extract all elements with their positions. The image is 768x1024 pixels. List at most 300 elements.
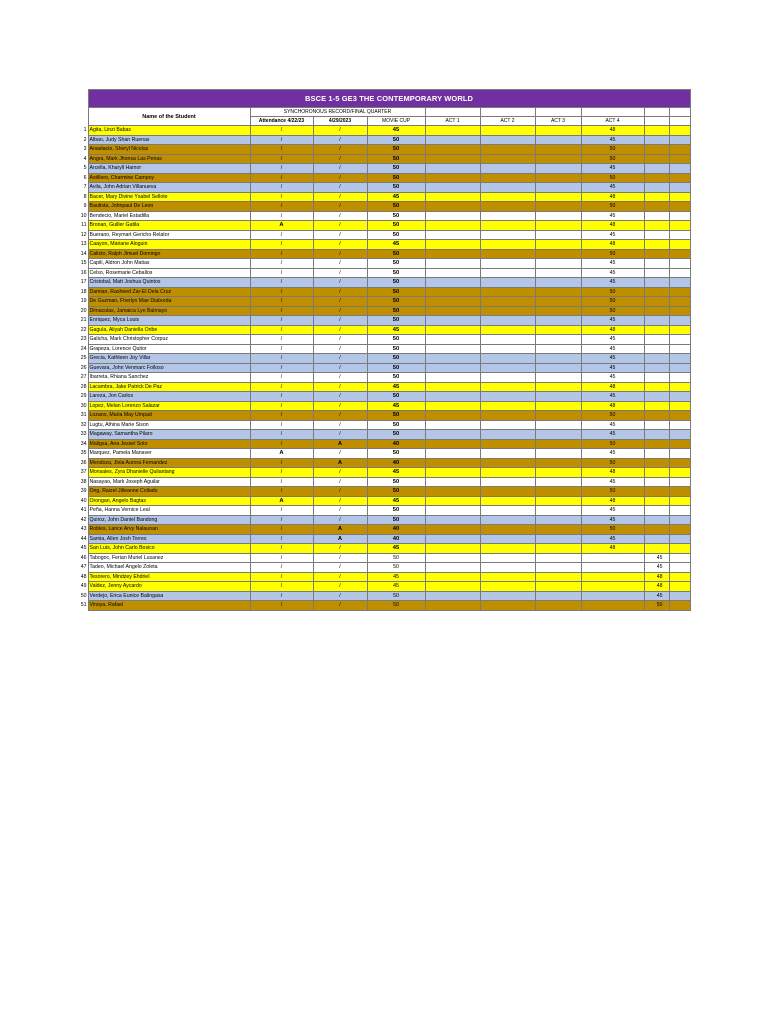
student-row <box>78 382 690 392</box>
corner-cell <box>78 108 88 117</box>
act-1-cell <box>425 430 480 440</box>
header-blank <box>581 108 644 117</box>
act-2-cell <box>480 278 535 288</box>
act-2-cell <box>480 297 535 307</box>
row-number: 35 <box>78 449 88 459</box>
act-1-cell <box>425 420 480 430</box>
student-name-cell: Albao, Judy Shan Ruenas <box>88 135 250 145</box>
movie-cup-cell: 45 <box>367 382 425 392</box>
date-2-cell: / <box>313 126 367 136</box>
act-4-cell: 48 <box>581 468 644 478</box>
movie-cup-cell: 50 <box>367 430 425 440</box>
extra-cell <box>669 164 690 174</box>
attendance-cell: / <box>250 316 313 326</box>
student-name-cell: Buerano, Reymart Gericho Relator <box>88 230 250 240</box>
student-row <box>78 553 690 563</box>
act-3-cell <box>535 183 581 193</box>
act-2-cell <box>480 392 535 402</box>
date-2-cell: / <box>313 202 367 212</box>
extra-cell <box>644 278 669 288</box>
row-number: 46 <box>78 553 88 563</box>
extra-cell <box>644 230 669 240</box>
date-2-cell: / <box>313 316 367 326</box>
row-number: 1 <box>78 126 88 136</box>
movie-cup-cell: 50 <box>367 449 425 459</box>
student-name-cell: Lugtu, Athina Marie Sison <box>88 420 250 430</box>
act-3-cell <box>535 211 581 221</box>
student-row <box>78 297 690 307</box>
row-number: 28 <box>78 382 88 392</box>
act-4-cell: 50 <box>581 458 644 468</box>
attendance-cell: / <box>250 477 313 487</box>
student-name-cell: Monsales, Zyra Dhanielle Quilantang <box>88 468 250 478</box>
act-3-cell <box>535 601 581 611</box>
act-2-cell <box>480 401 535 411</box>
student-row <box>78 126 690 136</box>
extra-cell <box>669 506 690 516</box>
act-2-cell <box>480 487 535 497</box>
attendance-cell: / <box>250 392 313 402</box>
row-number: 5 <box>78 164 88 174</box>
act-3-cell <box>535 449 581 459</box>
attendance-cell: / <box>250 572 313 582</box>
act-2-cell <box>480 420 535 430</box>
extra-cell <box>669 211 690 221</box>
act-3-cell <box>535 506 581 516</box>
student-row <box>78 249 690 259</box>
act-1-cell <box>425 553 480 563</box>
attendance-cell: / <box>250 601 313 611</box>
act-3-cell <box>535 173 581 183</box>
student-row <box>78 240 690 250</box>
date-2-cell: / <box>313 411 367 421</box>
extra-cell <box>644 259 669 269</box>
act-4-cell: 50 <box>581 173 644 183</box>
col-header-attendance: Attendance 4/22/23 <box>250 117 313 126</box>
date-2-cell: / <box>313 515 367 525</box>
act-3-cell <box>535 135 581 145</box>
act-2-cell <box>480 506 535 516</box>
row-number: 37 <box>78 468 88 478</box>
attendance-cell: / <box>250 458 313 468</box>
act-2-cell <box>480 135 535 145</box>
attendance-cell: / <box>250 202 313 212</box>
act-1-cell <box>425 202 480 212</box>
extra-cell <box>644 145 669 155</box>
student-row <box>78 164 690 174</box>
act-2-cell <box>480 230 535 240</box>
movie-cup-cell: 50 <box>367 306 425 316</box>
student-name-cell: Tadeo, Michael Angelo Zoleta <box>88 563 250 573</box>
extra-cell <box>669 458 690 468</box>
extra-cell <box>644 496 669 506</box>
act-1-cell <box>425 363 480 373</box>
attendance-cell: / <box>250 591 313 601</box>
attendance-cell: / <box>250 164 313 174</box>
extra-cell <box>669 449 690 459</box>
extra-cell <box>644 221 669 231</box>
student-name-cell: Capili, Aldron John Matias <box>88 259 250 269</box>
date-2-cell: A <box>313 439 367 449</box>
student-name-cell: Quiroz, John Daniel Bandong <box>88 515 250 525</box>
date-2-cell: / <box>313 278 367 288</box>
student-row <box>78 202 690 212</box>
attendance-cell: / <box>250 553 313 563</box>
movie-cup-cell: 50 <box>367 230 425 240</box>
student-row <box>78 230 690 240</box>
student-name-cell: Arcella, Kharyll Hamor <box>88 164 250 174</box>
extra-cell <box>669 487 690 497</box>
extra-cell <box>644 458 669 468</box>
extra-cell <box>669 240 690 250</box>
act-2-cell <box>480 439 535 449</box>
header-blank <box>644 108 669 117</box>
act-4-cell: 45 <box>581 230 644 240</box>
act-3-cell <box>535 221 581 231</box>
act-3-cell <box>535 325 581 335</box>
act-1-cell <box>425 240 480 250</box>
date-2-cell: / <box>313 392 367 402</box>
student-name-cell: Dimaculas, Jamaica Lyn Balmayo <box>88 306 250 316</box>
student-name-cell: Tesorero, Mindzey Ehdriel <box>88 572 250 582</box>
act-3-cell <box>535 468 581 478</box>
act-1-cell <box>425 354 480 364</box>
movie-cup-cell: 50 <box>367 344 425 354</box>
date-2-cell: / <box>313 563 367 573</box>
movie-cup-cell: 45 <box>367 401 425 411</box>
act-2-cell <box>480 468 535 478</box>
date-2-cell: / <box>313 601 367 611</box>
movie-cup-cell: 45 <box>367 496 425 506</box>
act-2-cell <box>480 515 535 525</box>
movie-cup-cell: 50 <box>367 202 425 212</box>
extra-cell <box>644 420 669 430</box>
act-2-cell <box>480 525 535 535</box>
date-2-cell: / <box>313 192 367 202</box>
movie-cup-cell: 40 <box>367 534 425 544</box>
row-number: 12 <box>78 230 88 240</box>
extra-cell <box>669 316 690 326</box>
student-name-cell: Caayon, Mariane Aloguin <box>88 240 250 250</box>
extra-cell <box>669 268 690 278</box>
attendance-cell: / <box>250 411 313 421</box>
act-4-cell: 45 <box>581 373 644 383</box>
row-number: 18 <box>78 287 88 297</box>
act-4-cell: 50 <box>581 487 644 497</box>
act-4-cell: 48 <box>581 192 644 202</box>
act-4-cell: 45 <box>581 449 644 459</box>
date-2-cell: / <box>313 297 367 307</box>
student-row <box>78 534 690 544</box>
student-row <box>78 582 690 592</box>
act-3-cell <box>535 544 581 554</box>
student-row <box>78 439 690 449</box>
extra-cell <box>669 544 690 554</box>
movie-cup-cell: 50 <box>367 259 425 269</box>
act-2-cell <box>480 553 535 563</box>
student-name-cell: Gagula, Aliyah Daniella Oribe <box>88 325 250 335</box>
student-name-cell: Orongan, Angelo Bagtas <box>88 496 250 506</box>
act-1-cell <box>425 506 480 516</box>
act-2-cell <box>480 335 535 345</box>
student-name-cell: Galicha, Mark Christopher Corpuz <box>88 335 250 345</box>
act-4-cell: 50 <box>581 154 644 164</box>
act-2-cell <box>480 145 535 155</box>
student-name-cell: San Luis, John Carlo Bosico <box>88 544 250 554</box>
attendance-cell: / <box>250 382 313 392</box>
row-number: 25 <box>78 354 88 364</box>
row-number: 16 <box>78 268 88 278</box>
student-row <box>78 354 690 364</box>
student-name-cell: Maligsa, Ana Jessel Soto <box>88 439 250 449</box>
extra-cell <box>669 582 690 592</box>
act-3-cell <box>535 145 581 155</box>
extra-cell <box>644 544 669 554</box>
act-1-cell <box>425 601 480 611</box>
extra-cell <box>669 287 690 297</box>
student-row <box>78 515 690 525</box>
act-2-cell <box>480 544 535 554</box>
act-3-cell <box>535 458 581 468</box>
attendance-cell: / <box>250 582 313 592</box>
student-row <box>78 411 690 421</box>
act-2-cell <box>480 211 535 221</box>
date-2-cell: / <box>313 449 367 459</box>
extra-cell <box>644 487 669 497</box>
attendance-cell: / <box>250 306 313 316</box>
act-1-cell <box>425 496 480 506</box>
act-2-cell <box>480 430 535 440</box>
extra-cell <box>644 126 669 136</box>
act-4-cell: 45 <box>581 344 644 354</box>
extra-cell <box>669 363 690 373</box>
movie-cup-cell: 40 <box>367 458 425 468</box>
date-2-cell: / <box>313 249 367 259</box>
attendance-cell: / <box>250 325 313 335</box>
act-4-cell: 50 <box>581 306 644 316</box>
act-3-cell <box>535 297 581 307</box>
act-2-cell <box>480 582 535 592</box>
extra-cell <box>669 297 690 307</box>
movie-cup-cell: 50 <box>367 487 425 497</box>
student-row <box>78 563 690 573</box>
act-1-cell <box>425 392 480 402</box>
extra-cell <box>644 211 669 221</box>
student-row <box>78 544 690 554</box>
act-4-cell: 50 <box>581 439 644 449</box>
student-row <box>78 192 690 202</box>
student-name-cell: Mendoza, Jinia Aurora Fernandez <box>88 458 250 468</box>
extra-cell <box>669 278 690 288</box>
act-4-cell: 45 <box>581 363 644 373</box>
extra-cell <box>644 154 669 164</box>
extra-cell <box>644 240 669 250</box>
date-2-cell: / <box>313 240 367 250</box>
student-name-cell: Celso, Rosemarie Ceballos <box>88 268 250 278</box>
act-1-cell <box>425 525 480 535</box>
student-name-cell: Lozano, Maria May Umpad <box>88 411 250 421</box>
row-number: 19 <box>78 297 88 307</box>
extra-cell <box>669 221 690 231</box>
act-4-cell: 48 <box>581 325 644 335</box>
movie-cup-cell: 50 <box>367 221 425 231</box>
col-header-movie-cup: MOVIE CUP <box>367 117 425 126</box>
movie-cup-cell: 50 <box>367 249 425 259</box>
attendance-cell: / <box>250 430 313 440</box>
movie-cup-cell: 50 <box>367 363 425 373</box>
student-row <box>78 306 690 316</box>
student-row <box>78 316 690 326</box>
act-1-cell <box>425 230 480 240</box>
attendance-cell: / <box>250 363 313 373</box>
act-4-cell: 45 <box>581 259 644 269</box>
row-number: 36 <box>78 458 88 468</box>
col-header-act-2: ACT 2 <box>480 117 535 126</box>
row-number: 51 <box>78 601 88 611</box>
student-name-cell: Grapeza, Lorence Quitor <box>88 344 250 354</box>
row-number: 49 <box>78 582 88 592</box>
row-number: 29 <box>78 392 88 402</box>
row-number: 6 <box>78 173 88 183</box>
act-4-cell: 45 <box>581 354 644 364</box>
attendance-cell: / <box>250 183 313 193</box>
student-name-cell: Ibarreta, Rhiana Sanchez <box>88 373 250 383</box>
student-row <box>78 325 690 335</box>
date-2-cell: / <box>313 183 367 193</box>
act-3-cell <box>535 591 581 601</box>
extra-cell <box>644 363 669 373</box>
header-blank <box>669 117 690 126</box>
act-4-cell: 50 <box>581 145 644 155</box>
student-row <box>78 430 690 440</box>
row-number: 50 <box>78 591 88 601</box>
col-header-act-4: ACT 4 <box>581 117 644 126</box>
movie-cup-cell: 50 <box>367 553 425 563</box>
date-2-cell: / <box>313 591 367 601</box>
attendance-cell: A <box>250 221 313 231</box>
student-name-cell: Lareza, Jon Carlos <box>88 392 250 402</box>
act-2-cell <box>480 259 535 269</box>
header-blank <box>644 117 669 126</box>
attendance-cell: / <box>250 287 313 297</box>
act-4-blank <box>581 591 644 601</box>
movie-cup-cell: 50 <box>367 373 425 383</box>
row-number: 21 <box>78 316 88 326</box>
act-3-cell <box>535 268 581 278</box>
date-2-cell: / <box>313 430 367 440</box>
act-1-cell <box>425 572 480 582</box>
act-3-cell <box>535 335 581 345</box>
row-number: 27 <box>78 373 88 383</box>
act-1-cell <box>425 278 480 288</box>
student-row <box>78 392 690 402</box>
extra-cell <box>669 230 690 240</box>
act-1-cell <box>425 458 480 468</box>
attendance-cell: / <box>250 145 313 155</box>
attendance-cell: / <box>250 259 313 269</box>
movie-cup-cell: 45 <box>367 582 425 592</box>
act-2-cell <box>480 449 535 459</box>
act-3-cell <box>535 316 581 326</box>
student-name-cell: Lopez, Melan Lorenzo Salazar <box>88 401 250 411</box>
movie-cup-cell: 45 <box>367 192 425 202</box>
act-3-cell <box>535 363 581 373</box>
row-number: 39 <box>78 487 88 497</box>
movie-cup-cell: 50 <box>367 278 425 288</box>
attendance-cell: / <box>250 373 313 383</box>
student-row <box>78 135 690 145</box>
act-4-cell: 50 <box>581 525 644 535</box>
act-2-cell <box>480 192 535 202</box>
movie-cup-cell: 50 <box>367 211 425 221</box>
act-1-cell <box>425 135 480 145</box>
act-2-cell <box>480 221 535 231</box>
act-1-cell <box>425 211 480 221</box>
act-2-cell <box>480 496 535 506</box>
extra-cell <box>644 373 669 383</box>
act-1-cell <box>425 164 480 174</box>
act-1-cell <box>425 582 480 592</box>
row-number: 15 <box>78 259 88 269</box>
attendance-cell: / <box>250 401 313 411</box>
extra-cell <box>644 430 669 440</box>
row-number: 3 <box>78 145 88 155</box>
student-name-cell: Damian, Rasheed Zar-El Dela Cruz <box>88 287 250 297</box>
act-1-cell <box>425 544 480 554</box>
act-4-cell: 45 <box>581 211 644 221</box>
extra-cell <box>669 534 690 544</box>
date-2-cell: / <box>313 420 367 430</box>
act-4-cell: 50 <box>581 411 644 421</box>
attendance-cell: / <box>250 515 313 525</box>
act-2-cell <box>480 173 535 183</box>
extra-cell <box>669 259 690 269</box>
student-name-cell: Bacer, Mary Divine Ysabel Sellote <box>88 192 250 202</box>
extra-cell <box>644 392 669 402</box>
student-name-cell: Verdejo, Erica Eunice Balingasa <box>88 591 250 601</box>
extra-cell <box>669 430 690 440</box>
student-row <box>78 601 690 611</box>
attendance-cell: / <box>250 420 313 430</box>
act-4-cell: 50 <box>581 297 644 307</box>
act-1-cell <box>425 335 480 345</box>
row-number: 30 <box>78 401 88 411</box>
student-row <box>78 468 690 478</box>
student-name-cell: Tabogoc, Ferian Muriel Lusanez <box>88 553 250 563</box>
act-1-cell <box>425 401 480 411</box>
date-2-cell: / <box>313 344 367 354</box>
student-name-cell: Avila, John Adrian Villanueva <box>88 183 250 193</box>
row-number: 4 <box>78 154 88 164</box>
student-row <box>78 259 690 269</box>
movie-cup-cell: 50 <box>367 297 425 307</box>
movie-cup-cell: 45 <box>367 544 425 554</box>
extra-cell <box>644 202 669 212</box>
extra-cell <box>669 344 690 354</box>
movie-cup-cell: 50 <box>367 601 425 611</box>
act-1-cell <box>425 591 480 601</box>
act-4-cell: 50 <box>581 287 644 297</box>
student-row <box>78 572 690 582</box>
row-number: 7 <box>78 183 88 193</box>
extra-cell <box>644 354 669 364</box>
student-name-cell: Samia, Allen Josh Torres <box>88 534 250 544</box>
act-4-cell: 45 <box>581 335 644 345</box>
extra-cell <box>644 183 669 193</box>
student-row <box>78 335 690 345</box>
row-number: 38 <box>78 477 88 487</box>
extra-cell <box>644 325 669 335</box>
